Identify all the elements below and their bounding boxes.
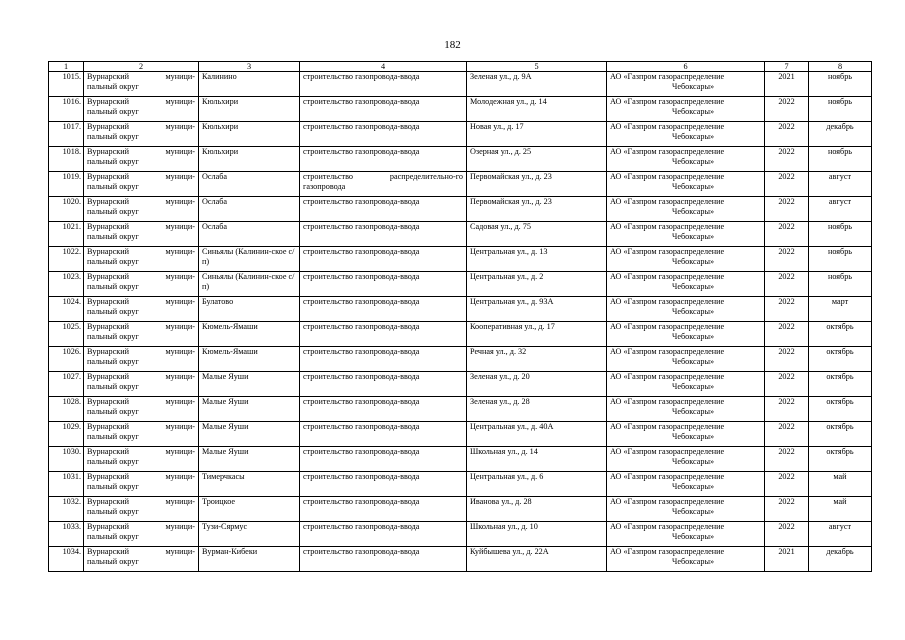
organization-cell (607, 372, 765, 397)
municipality-line2: пальный округ (87, 181, 139, 191)
municipality-line1-a: Вурнарский (87, 422, 130, 431)
organization-cell (607, 222, 765, 247)
month-cell: август (809, 522, 872, 547)
organization-line2: Чебоксары» (672, 181, 715, 191)
settlement-cell: Кюмель-Ямаши (199, 322, 300, 347)
organization-line2: Чебоксары» (672, 156, 715, 166)
municipality-line2: пальный округ (87, 131, 139, 141)
table-row (49, 222, 872, 247)
organization-line1: АО «Газпром газораспределение (610, 397, 725, 406)
year-cell: 2022 (765, 222, 809, 247)
table-row (49, 172, 872, 197)
organization-cell (607, 172, 765, 197)
municipality-line1-a: Вурнарский (87, 147, 130, 156)
municipality-line1-b: муници- (165, 472, 195, 481)
municipality-cell (84, 522, 199, 547)
organization-line2: Чебоксары» (672, 431, 715, 441)
organization-cell (607, 547, 765, 572)
municipality-line1-b: муници- (165, 547, 195, 556)
municipality-line2: пальный округ (87, 556, 139, 566)
organization-cell (607, 247, 765, 272)
year-cell: 2022 (765, 197, 809, 222)
row-number: 1029. (49, 422, 84, 447)
year-cell: 2022 (765, 472, 809, 497)
address-cell: Садовая ул., д. 75 (467, 222, 607, 247)
address-cell: Центральная ул., д. 13 (467, 247, 607, 272)
municipality-cell (84, 472, 199, 497)
work-type-cell: строительство газопровода-ввода (300, 522, 467, 547)
organization-cell (607, 97, 765, 122)
municipality-cell (84, 172, 199, 197)
municipality-line1-a: Вурнарский (87, 522, 130, 531)
row-number: 1017. (49, 122, 84, 147)
organization-cell (607, 347, 765, 372)
organization-line1: АО «Газпром газораспределение (610, 347, 725, 356)
municipality-line1-b: муници- (165, 122, 195, 131)
settlement-cell: Булатово (199, 297, 300, 322)
organization-line2: Чебоксары» (672, 81, 715, 91)
organization-line1: АО «Газпром газораспределение (610, 497, 725, 506)
organization-line1: АО «Газпром газораспределение (610, 322, 725, 331)
organization-line2: Чебоксары» (672, 456, 715, 466)
organization-line2: Чебоксары» (672, 106, 715, 116)
organization-cell (607, 197, 765, 222)
year-cell: 2022 (765, 297, 809, 322)
table-row (49, 72, 872, 97)
address-cell: Центральная ул., д. 6 (467, 472, 607, 497)
organization-line2: Чебоксары» (672, 556, 715, 566)
municipality-line1-b: муници- (165, 397, 195, 406)
organization-line1: АО «Газпром газораспределение (610, 297, 725, 306)
year-cell: 2022 (765, 322, 809, 347)
municipality-line1-a: Вурнарский (87, 297, 130, 306)
municipality-line1-b: муници- (165, 322, 195, 331)
organization-cell (607, 122, 765, 147)
work-type-cell: строительство газопровода-ввода (300, 97, 467, 122)
municipality-line1-b: муници- (165, 497, 195, 506)
organization-line2: Чебоксары» (672, 231, 715, 241)
table-row (49, 522, 872, 547)
municipality-line1-b: муници- (165, 147, 195, 156)
month-cell: октябрь (809, 372, 872, 397)
organization-cell (607, 472, 765, 497)
month-cell: март (809, 297, 872, 322)
settlement-cell: Кюльхири (199, 122, 300, 147)
work-type-cell: строительство газопровода-ввода (300, 422, 467, 447)
settlement-cell: Ослаба (199, 172, 300, 197)
column-header-4: 4 (300, 62, 467, 72)
column-header-5: 5 (467, 62, 607, 72)
address-cell: Первомайская ул., д. 23 (467, 172, 607, 197)
organization-line1: АО «Газпром газораспределение (610, 422, 725, 431)
month-cell: ноябрь (809, 147, 872, 172)
page-number: 182 (444, 39, 461, 51)
month-cell: декабрь (809, 122, 872, 147)
year-cell: 2022 (765, 172, 809, 197)
row-number: 1016. (49, 97, 84, 122)
settlement-cell: Малые Яуши (199, 397, 300, 422)
municipality-line1-a: Вурнарский (87, 372, 130, 381)
municipality-line2: пальный округ (87, 256, 139, 266)
year-cell: 2022 (765, 372, 809, 397)
organization-line2: Чебоксары» (672, 381, 715, 391)
work-type-cell: строительство газопровода-ввода (300, 222, 467, 247)
work-type-cell: строительство газопровода-ввода (300, 147, 467, 172)
organization-line2: Чебоксары» (672, 331, 715, 341)
work-type-cell: строительство газопровода-ввода (300, 497, 467, 522)
table-row (49, 322, 872, 347)
municipality-line2: пальный округ (87, 531, 139, 541)
column-header-1: 1 (49, 62, 84, 72)
address-cell: Зеленая ул., д. 28 (467, 397, 607, 422)
column-header-6: 6 (607, 62, 765, 72)
address-cell: Зеленая ул., д. 20 (467, 372, 607, 397)
row-number: 1032. (49, 497, 84, 522)
organization-line1: АО «Газпром газораспределение (610, 222, 725, 231)
table-row (49, 147, 872, 172)
municipality-line1-b: муници- (165, 97, 195, 106)
settlement-cell: Тузи-Сярмус (199, 522, 300, 547)
table-row (49, 197, 872, 222)
organization-line2: Чебоксары» (672, 306, 715, 316)
municipality-cell (84, 222, 199, 247)
address-cell: Центральная ул., д. 2 (467, 272, 607, 297)
municipality-line2: пальный округ (87, 406, 139, 416)
settlement-cell: Троицкое (199, 497, 300, 522)
year-cell: 2022 (765, 272, 809, 297)
municipality-line2: пальный округ (87, 456, 139, 466)
year-cell: 2022 (765, 397, 809, 422)
municipality-line1-b: муници- (165, 297, 195, 306)
organization-line1: АО «Газпром газораспределение (610, 97, 725, 106)
municipality-line2: пальный округ (87, 106, 139, 116)
organization-cell (607, 147, 765, 172)
organization-line2: Чебоксары» (672, 356, 715, 366)
work-type-cell: строительство газопровода-ввода (300, 197, 467, 222)
work-type-cell: строительство газопровода-ввода (300, 322, 467, 347)
header-row (49, 62, 872, 72)
settlement-cell: Тимерчкасы (199, 472, 300, 497)
row-number: 1031. (49, 472, 84, 497)
municipality-line1-b: муници- (165, 372, 195, 381)
municipality-line1-b: муници- (165, 422, 195, 431)
address-cell: Кооперативная ул., д. 17 (467, 322, 607, 347)
municipality-line1-b: муници- (165, 447, 195, 456)
year-cell: 2022 (765, 422, 809, 447)
organization-cell (607, 322, 765, 347)
year-cell: 2022 (765, 447, 809, 472)
municipality-line1-a: Вурнарский (87, 322, 130, 331)
month-cell: май (809, 472, 872, 497)
organization-cell (607, 497, 765, 522)
municipality-cell (84, 422, 199, 447)
municipality-cell (84, 497, 199, 522)
month-cell: октябрь (809, 347, 872, 372)
settlement-cell: Малые Яуши (199, 372, 300, 397)
organization-line1: АО «Газпром газораспределение (610, 547, 725, 556)
row-number: 1015. (49, 72, 84, 97)
municipality-line2: пальный округ (87, 306, 139, 316)
row-number: 1026. (49, 347, 84, 372)
settlement-cell: Малые Яуши (199, 447, 300, 472)
organization-line1: АО «Газпром газораспределение (610, 197, 725, 206)
row-number: 1030. (49, 447, 84, 472)
table-body (49, 72, 872, 572)
municipality-line1-b: муници- (165, 522, 195, 531)
municipality-line2: пальный округ (87, 356, 139, 366)
year-cell: 2022 (765, 497, 809, 522)
organization-cell (607, 422, 765, 447)
municipality-line1-a: Вурнарский (87, 222, 130, 231)
organization-line2: Чебоксары» (672, 481, 715, 491)
organization-line2: Чебоксары» (672, 406, 715, 416)
table-row (49, 347, 872, 372)
municipality-line1-a: Вурнарский (87, 447, 130, 456)
municipality-cell (84, 447, 199, 472)
row-number: 1028. (49, 397, 84, 422)
municipality-line2: пальный округ (87, 331, 139, 341)
work-type-cell: строительство газопровода-ввода (300, 447, 467, 472)
organization-line1: АО «Газпром газораспределение (610, 72, 725, 81)
organization-line1: АО «Газпром газораспределение (610, 272, 725, 281)
work-type-cell: строительство газопровода-ввода (300, 272, 467, 297)
organization-cell (607, 397, 765, 422)
municipality-line2: пальный округ (87, 506, 139, 516)
settlement-cell: Кюмель-Ямаши (199, 347, 300, 372)
table-row (49, 422, 872, 447)
month-cell: октябрь (809, 447, 872, 472)
gasification-table (48, 61, 872, 572)
address-cell: Куйбышева ул., д. 22А (467, 547, 607, 572)
address-cell: Иванова ул., д. 28 (467, 497, 607, 522)
organization-cell (607, 297, 765, 322)
municipality-cell (84, 372, 199, 397)
settlement-cell: Малые Яуши (199, 422, 300, 447)
municipality-line2: пальный округ (87, 206, 139, 216)
column-header-3: 3 (199, 62, 300, 72)
month-cell: октябрь (809, 322, 872, 347)
municipality-line2: пальный округ (87, 381, 139, 391)
municipality-cell (84, 247, 199, 272)
row-number: 1023. (49, 272, 84, 297)
organization-line1: АО «Газпром газораспределение (610, 522, 725, 531)
month-cell: август (809, 197, 872, 222)
row-number: 1024. (49, 297, 84, 322)
table-row (49, 122, 872, 147)
organization-line2: Чебоксары» (672, 506, 715, 516)
organization-cell (607, 447, 765, 472)
column-header-7: 7 (765, 62, 809, 72)
table-row (49, 372, 872, 397)
organization-line1: АО «Газпром газораспределение (610, 447, 725, 456)
municipality-cell (84, 297, 199, 322)
municipality-line1-a: Вурнарский (87, 497, 130, 506)
column-header-2: 2 (84, 62, 199, 72)
month-cell: ноябрь (809, 72, 872, 97)
settlement-cell: Вурман-Кибеки (199, 547, 300, 572)
address-cell: Школьная ул., д. 10 (467, 522, 607, 547)
municipality-line2: пальный округ (87, 281, 139, 291)
settlement-cell: Калинино (199, 72, 300, 97)
row-number: 1018. (49, 147, 84, 172)
municipality-line1-a: Вурнарский (87, 122, 130, 131)
municipality-cell (84, 547, 199, 572)
month-cell: май (809, 497, 872, 522)
address-cell: Зеленая ул., д. 9А (467, 72, 607, 97)
municipality-cell (84, 197, 199, 222)
organization-line1: АО «Газпром газораспределение (610, 147, 725, 156)
table-row (49, 497, 872, 522)
municipality-line1-a: Вурнарский (87, 72, 130, 81)
organization-line2: Чебоксары» (672, 256, 715, 266)
address-cell: Новая ул., д. 17 (467, 122, 607, 147)
row-number: 1034. (49, 547, 84, 572)
municipality-cell (84, 72, 199, 97)
organization-line1: АО «Газпром газораспределение (610, 122, 725, 131)
work-type-cell: строительство газопровода-ввода (300, 397, 467, 422)
municipality-line1-b: муници- (165, 247, 195, 256)
settlement-cell: Ослаба (199, 197, 300, 222)
month-cell: октябрь (809, 422, 872, 447)
settlement-cell: Кюльхири (199, 97, 300, 122)
month-cell: октябрь (809, 397, 872, 422)
address-cell: Молодежная ул., д. 14 (467, 97, 607, 122)
row-number: 1025. (49, 322, 84, 347)
settlement-cell: Синьялы (Калинин-ское с/п) (199, 272, 300, 297)
table-row (49, 97, 872, 122)
row-number: 1027. (49, 372, 84, 397)
work-type-cell: строительство газопровода-ввода (300, 472, 467, 497)
work-type-cell: строительство газопровода-ввода (300, 247, 467, 272)
address-cell: Центральная ул., д. 40А (467, 422, 607, 447)
work-type-cell: строительство газопровода-ввода (300, 372, 467, 397)
row-number: 1020. (49, 197, 84, 222)
year-cell: 2022 (765, 97, 809, 122)
table-row (49, 547, 872, 572)
month-cell: ноябрь (809, 272, 872, 297)
settlement-cell: Ослаба (199, 222, 300, 247)
year-cell: 2021 (765, 547, 809, 572)
municipality-line1-b: муници- (165, 222, 195, 231)
organization-cell (607, 522, 765, 547)
work-type-cell: строительство газопровода-ввода (300, 122, 467, 147)
table-row (49, 247, 872, 272)
table-row (49, 447, 872, 472)
year-cell: 2022 (765, 522, 809, 547)
organization-line1: АО «Газпром газораспределение (610, 472, 725, 481)
organization-line1: АО «Газпром газораспределение (610, 247, 725, 256)
municipality-line1-a: Вурнарский (87, 472, 130, 481)
municipality-line1-a: Вурнарский (87, 347, 130, 356)
table-row (49, 272, 872, 297)
row-number: 1021. (49, 222, 84, 247)
organization-line2: Чебоксары» (672, 131, 715, 141)
month-cell: ноябрь (809, 97, 872, 122)
work-type-cell: строительство газопровода-ввода (300, 297, 467, 322)
month-cell: август (809, 172, 872, 197)
municipality-line1-a: Вурнарский (87, 247, 130, 256)
municipality-line1-b: муници- (165, 72, 195, 81)
municipality-line1-a: Вурнарский (87, 197, 130, 206)
municipality-line1-b: муници- (165, 172, 195, 181)
municipality-line2: пальный округ (87, 431, 139, 441)
organization-cell (607, 272, 765, 297)
table-row (49, 397, 872, 422)
row-number: 1019. (49, 172, 84, 197)
municipality-cell (84, 322, 199, 347)
municipality-line1-a: Вурнарский (87, 172, 130, 181)
municipality-line1-a: Вурнарский (87, 272, 130, 281)
settlement-cell: Синьялы (Калинин-ское с/п) (199, 247, 300, 272)
municipality-line2: пальный округ (87, 81, 139, 91)
municipality-line2: пальный округ (87, 156, 139, 166)
column-header-8: 8 (809, 62, 872, 72)
municipality-line1-a: Вурнарский (87, 397, 130, 406)
month-cell: ноябрь (809, 247, 872, 272)
work-type-cell: строительство распределительно-го газопровода (300, 172, 467, 197)
municipality-line2: пальный округ (87, 481, 139, 491)
municipality-line1-a: Вурнарский (87, 97, 130, 106)
municipality-line1-b: муници- (165, 197, 195, 206)
month-cell: декабрь (809, 547, 872, 572)
month-cell: ноябрь (809, 222, 872, 247)
municipality-cell (84, 272, 199, 297)
municipality-cell (84, 397, 199, 422)
organization-line1: АО «Газпром газораспределение (610, 372, 725, 381)
municipality-cell (84, 147, 199, 172)
year-cell: 2022 (765, 122, 809, 147)
table-row (49, 297, 872, 322)
work-type-cell: строительство газопровода-ввода (300, 547, 467, 572)
year-cell: 2022 (765, 147, 809, 172)
municipality-cell (84, 347, 199, 372)
address-cell: Центральная ул., д. 93А (467, 297, 607, 322)
settlement-cell: Кюльхири (199, 147, 300, 172)
organization-cell (607, 72, 765, 97)
municipality-line1-a: Вурнарский (87, 547, 130, 556)
address-cell: Первомайская ул., д. 23 (467, 197, 607, 222)
organization-line2: Чебоксары» (672, 281, 715, 291)
municipality-line1-b: муници- (165, 347, 195, 356)
table-row (49, 472, 872, 497)
organization-line2: Чебоксары» (672, 206, 715, 216)
organization-line1: АО «Газпром газораспределение (610, 172, 725, 181)
year-cell: 2022 (765, 247, 809, 272)
work-type-cell: строительство газопровода-ввода (300, 347, 467, 372)
municipality-cell (84, 122, 199, 147)
row-number: 1033. (49, 522, 84, 547)
year-cell: 2021 (765, 72, 809, 97)
year-cell: 2022 (765, 347, 809, 372)
address-cell: Школьная ул., д. 14 (467, 447, 607, 472)
municipality-line1-b: муници- (165, 272, 195, 281)
row-number: 1022. (49, 247, 84, 272)
table-header (49, 62, 872, 72)
organization-line2: Чебоксары» (672, 531, 715, 541)
municipality-line2: пальный округ (87, 231, 139, 241)
municipality-cell (84, 97, 199, 122)
address-cell: Озерная ул., д. 25 (467, 147, 607, 172)
address-cell: Речная ул., д. 32 (467, 347, 607, 372)
work-type-cell: строительство газопровода-ввода (300, 72, 467, 97)
